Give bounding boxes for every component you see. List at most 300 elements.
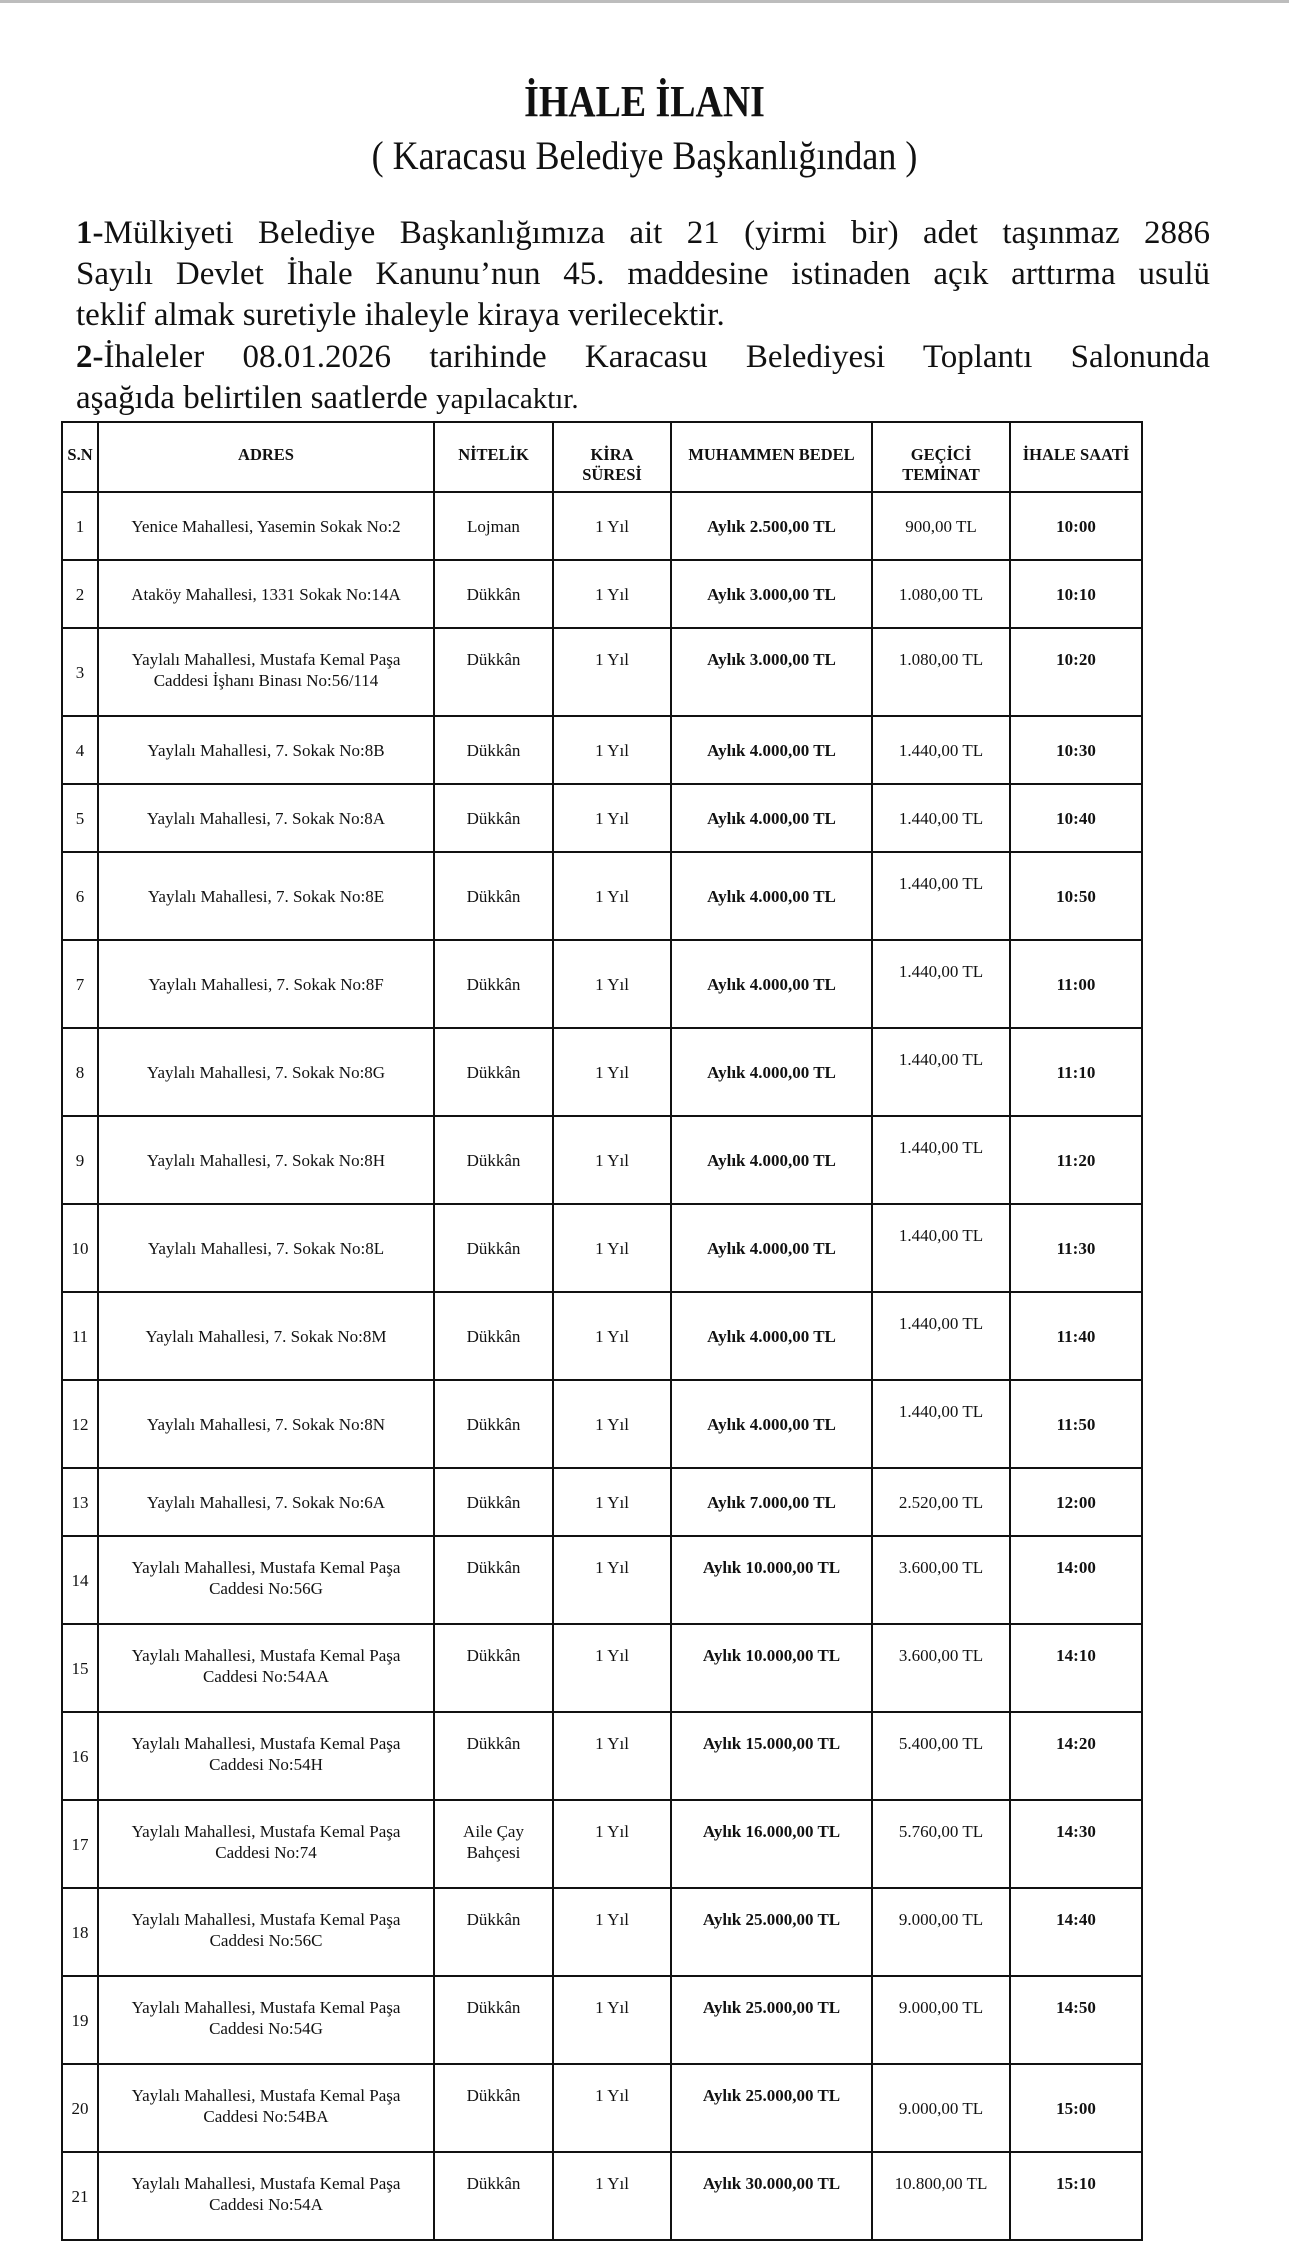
nitelik-value: Aile Çay Bahçesi [463,1822,524,1862]
paragraph-2-text-2b: yapılacaktır. [436,383,579,415]
nitelik-value: Dükkân [466,1492,521,1512]
kira-value: 1 Yıl [595,2174,629,2193]
cell-nitelik [434,784,553,852]
teminat-value: 3.600,00 TL [898,1646,984,1665]
nitelik-value: Dükkân [466,650,521,669]
cell-ihale-saati [1010,1468,1142,1536]
cell-muhammen-bedel [671,2064,872,2152]
cell-gecici-teminat [872,492,1010,560]
cell-gecici-teminat [872,1624,1010,1712]
cell-adres [98,784,434,852]
cell-nitelik [434,2064,553,2152]
address-line-1: Yaylalı Mahallesi, Mustafa Kemal Paşa [131,1822,401,1841]
address-line-1: Yaylalı Mahallesi, 7. Sokak No:8N [146,1414,386,1434]
nitelik-value: Dükkân [466,740,521,760]
cell-ihale-saati [1010,940,1142,1028]
table-row [62,1204,1142,1292]
cell-nitelik [434,492,553,560]
sn-value: 13 [71,1492,89,1512]
table-row [62,628,1142,716]
cell-nitelik [434,1976,553,2064]
sn-value: 10 [71,1238,89,1258]
cell-muhammen-bedel [671,1468,872,1536]
muhammen-value: Aylık 4.000,00 TL [707,886,836,906]
cell-ihale-saati [1010,1712,1142,1800]
teminat-value: 1.440,00 TL [898,1226,984,1245]
sn-value: 15 [71,1658,89,1678]
table-row [62,1800,1142,1888]
cell-ihale-saati [1010,716,1142,784]
cell-ihale-saati [1010,1624,1142,1712]
cell-nitelik [434,1800,553,1888]
cell-ihale-saati [1010,852,1142,940]
address-line-1: Yaylalı Mahallesi, 7. Sokak No:8F [148,974,384,994]
sn-value: 6 [75,886,85,906]
table-row [62,560,1142,628]
cell-muhammen-bedel [671,1028,872,1116]
cell-gecici-teminat [872,1712,1010,1800]
cell-kira-suresi [553,1624,671,1712]
table-row [62,1380,1142,1468]
cell-sn [62,1800,98,1888]
paragraph-1 [76,213,1210,336]
table-row [62,852,1142,940]
cell-muhammen-bedel [671,784,872,852]
muhammen-value: Aylık 4.000,00 TL [707,1326,836,1346]
cell-kira-suresi [553,852,671,940]
header-kira-line-1: KİRA [590,445,634,464]
header-ihale-saati: İHALE SAATİ [1010,422,1142,492]
header-adres: ADRES [98,422,434,492]
teminat-value: 5.400,00 TL [898,1734,984,1753]
muhammen-value: Aylık 10.000,00 TL [702,1558,841,1577]
table-row [62,1712,1142,1800]
paragraph-1-number: 1- [76,215,104,251]
muhammen-value: Aylık 2.500,00 TL [707,516,836,536]
header-kira-line-2: SÜRESİ [582,465,642,484]
saat-value: 14:20 [1056,1734,1096,1753]
cell-nitelik [434,1204,553,1292]
cell-kira-suresi [553,2064,671,2152]
cell-ihale-saati [1010,1204,1142,1292]
cell-sn [62,1204,98,1292]
muhammen-value: Aylık 25.000,00 TL [702,1998,841,2017]
cell-muhammen-bedel [671,1204,872,1292]
cell-kira-suresi [553,492,671,560]
table-row [62,1292,1142,1380]
address-line-1: Yaylalı Mahallesi, Mustafa Kemal Paşa [131,1734,401,1753]
muhammen-value: Aylık 25.000,00 TL [702,1910,841,1929]
teminat-value: 5.760,00 TL [898,1822,984,1841]
paragraph-2-line-1 [76,337,1210,378]
teminat-value: 1.440,00 TL [898,1402,984,1421]
address-line-1: Yaylalı Mahallesi, 7. Sokak No:8H [146,1150,386,1170]
kira-value: 1 Yıl [595,974,629,994]
cell-kira-suresi [553,1800,671,1888]
cell-gecici-teminat [872,1292,1010,1380]
nitelik-value: Dükkân [466,1238,521,1258]
nitelik-value: Dükkân [466,2174,521,2193]
cell-kira-suresi [553,1116,671,1204]
cell-muhammen-bedel [671,1624,872,1712]
table-row [62,2064,1142,2152]
cell-ihale-saati [1010,784,1142,852]
kira-value: 1 Yıl [595,584,629,604]
cell-sn [62,852,98,940]
sn-value: 3 [75,662,85,682]
cell-gecici-teminat [872,1204,1010,1292]
cell-sn [62,1468,98,1536]
address-line-1: Yaylalı Mahallesi, 7. Sokak No:8L [147,1238,385,1258]
teminat-value: 1.080,00 TL [898,584,984,604]
cell-kira-suresi [553,716,671,784]
address-line-1: Yaylalı Mahallesi, Mustafa Kemal Paşa [131,1910,401,1929]
address-line-2: Caddesi No:54A [209,2195,323,2214]
cell-muhammen-bedel [671,628,872,716]
sn-value: 20 [71,2098,89,2118]
kira-value: 1 Yıl [595,1492,629,1512]
kira-value: 1 Yıl [595,740,629,760]
teminat-value: 9.000,00 TL [898,1910,984,1929]
paragraph-1-line-1 [76,213,1210,254]
cell-kira-suresi [553,1536,671,1624]
sn-value: 4 [75,740,85,760]
teminat-value: 1.440,00 TL [898,1050,984,1069]
table-row [62,784,1142,852]
table-row [62,1536,1142,1624]
cell-kira-suresi [553,1976,671,2064]
cell-adres [98,1204,434,1292]
cell-sn [62,2152,98,2240]
address-line-1: Yaylalı Mahallesi, Mustafa Kemal Paşa [131,1558,401,1577]
teminat-value: 10.800,00 TL [894,2174,988,2193]
saat-value: 14:00 [1056,1558,1096,1577]
cell-muhammen-bedel [671,716,872,784]
cell-muhammen-bedel [671,1976,872,2064]
cell-adres [98,560,434,628]
cell-gecici-teminat [872,2152,1010,2240]
cell-gecici-teminat [872,1116,1010,1204]
address-line-1: Yenice Mahallesi, Yasemin Sokak No:2 [131,516,401,536]
kira-value: 1 Yıl [595,886,629,906]
cell-sn [62,716,98,784]
cell-gecici-teminat [872,852,1010,940]
cell-muhammen-bedel [671,1712,872,1800]
cell-gecici-teminat [872,1800,1010,1888]
cell-adres [98,1116,434,1204]
kira-value: 1 Yıl [595,808,629,828]
kira-value: 1 Yıl [595,1414,629,1434]
cell-ihale-saati [1010,2152,1142,2240]
cell-nitelik [434,560,553,628]
teminat-value: 1.440,00 TL [898,962,984,981]
cell-kira-suresi [553,560,671,628]
paragraph-1-line-3: teklif almak suretiyle ihaleyle kiraya verilecektir. [76,297,725,333]
cell-nitelik [434,2152,553,2240]
header-gecici-line-1: GEÇİCİ [910,445,972,464]
cell-adres [98,2152,434,2240]
kira-value: 1 Yıl [595,1238,629,1258]
nitelik-value: Dükkân [466,1326,521,1346]
teminat-value: 3.600,00 TL [898,1558,984,1577]
cell-adres [98,1468,434,1536]
teminat-value: 1.440,00 TL [898,1138,984,1157]
muhammen-value: Aylık 30.000,00 TL [702,2174,841,2193]
table-row [62,1468,1142,1536]
paragraph-1-line-2: Sayılı Devlet İhale Kanunu’nun 45. maddesine istinaden açık arttırma usulü [76,256,1210,292]
address-line-2: Caddesi No:54G [209,2019,323,2038]
muhammen-value: Aylık 16.000,00 TL [702,1822,841,1841]
nitelik-value: Dükkân [466,1998,521,2017]
cell-sn [62,1028,98,1116]
muhammen-value: Aylık 4.000,00 TL [707,740,836,760]
kira-value: 1 Yıl [595,1998,629,2017]
cell-adres [98,492,434,560]
cell-sn [62,1712,98,1800]
address-line-1: Ataköy Mahallesi, 1331 Sokak No:14A [131,584,401,604]
nitelik-value: Dükkân [466,1062,521,1082]
cell-kira-suresi [553,628,671,716]
cell-sn [62,1292,98,1380]
cell-ihale-saati [1010,2064,1142,2152]
cell-nitelik [434,1380,553,1468]
table-header-row [62,422,1142,492]
cell-kira-suresi [553,1204,671,1292]
muhammen-value: Aylık 4.000,00 TL [707,1414,836,1434]
kira-value: 1 Yıl [595,1326,629,1346]
cell-sn [62,1624,98,1712]
cell-muhammen-bedel [671,852,872,940]
sn-value: 19 [71,2010,89,2030]
cell-adres [98,1292,434,1380]
muhammen-value: Aylık 10.000,00 TL [702,1646,841,1665]
cell-gecici-teminat [872,1028,1010,1116]
cell-ihale-saati [1010,1800,1142,1888]
address-line-2: Caddesi İşhanı Binası No:56/114 [153,671,379,690]
kira-value: 1 Yıl [595,1910,629,1929]
cell-kira-suresi [553,1292,671,1380]
nitelik-value: Dükkân [466,1910,521,1929]
cell-nitelik [434,1536,553,1624]
cell-sn [62,492,98,560]
cell-kira-suresi [553,1380,671,1468]
cell-gecici-teminat [872,940,1010,1028]
saat-value: 11:40 [1056,1326,1096,1346]
header-sn: S.N [62,422,98,492]
cell-ihale-saati [1010,1380,1142,1468]
cell-muhammen-bedel [671,1536,872,1624]
sn-value: 7 [75,974,85,994]
address-line-2: Caddesi No:54BA [203,2107,329,2126]
paragraph-1-text-1: Mülkiyeti Belediye Başkanlığımıza ait 21 (yirmi bir) adet taşınmaz 2886 [103,215,1210,251]
cell-ihale-saati [1010,1292,1142,1380]
nitelik-value: Lojman [467,516,520,536]
saat-value: 11:10 [1056,1062,1096,1082]
saat-value: 14:30 [1056,1822,1096,1841]
table-row [62,1028,1142,1116]
cell-nitelik [434,1624,553,1712]
kira-value: 1 Yıl [595,1150,629,1170]
cell-gecici-teminat [872,1380,1010,1468]
saat-value: 15:00 [1056,2098,1096,2118]
cell-ihale-saati [1010,1028,1142,1116]
address-line-1: Yaylalı Mahallesi, Mustafa Kemal Paşa [131,2086,401,2105]
header-nitelik: NİTELİK [434,422,553,492]
saat-value: 10:50 [1056,886,1096,906]
muhammen-value: Aylık 7.000,00 TL [707,1492,836,1512]
kira-value: 1 Yıl [595,516,629,536]
paragraph-2-text-2a: aşağıda belirtilen saatlerde [76,380,437,416]
teminat-value: 1.440,00 TL [898,1314,984,1333]
sn-value: 5 [75,808,85,828]
teminat-value: 1.440,00 TL [898,740,984,760]
kira-value: 1 Yıl [595,650,629,669]
cell-kira-suresi [553,784,671,852]
nitelik-value: Dükkân [466,2086,521,2105]
saat-value: 14:10 [1056,1646,1096,1665]
cell-muhammen-bedel [671,1116,872,1204]
table-row [62,940,1142,1028]
cell-kira-suresi [553,1028,671,1116]
cell-adres [98,1536,434,1624]
cell-ihale-saati [1010,1536,1142,1624]
cell-gecici-teminat [872,628,1010,716]
cell-gecici-teminat [872,784,1010,852]
cell-nitelik [434,1292,553,1380]
paragraph-2-number: 2- [76,339,104,375]
header-gecici-teminat [872,422,1010,492]
saat-value: 10:30 [1056,740,1096,760]
table-row [62,716,1142,784]
table-row [62,1116,1142,1204]
nitelik-value: Dükkân [466,1150,521,1170]
cell-adres [98,628,434,716]
cell-kira-suresi [553,940,671,1028]
kira-value: 1 Yıl [595,1734,629,1753]
cell-sn [62,628,98,716]
sn-value: 11 [71,1326,89,1346]
cell-ihale-saati [1010,628,1142,716]
cell-sn [62,1116,98,1204]
muhammen-value: Aylık 4.000,00 TL [707,1238,836,1258]
nitelik-value: Dükkân [466,808,521,828]
cell-nitelik [434,1028,553,1116]
address-line-2: Caddesi No:54AA [202,1667,330,1686]
cell-muhammen-bedel [671,492,872,560]
cell-kira-suresi [553,1712,671,1800]
kira-value: 1 Yıl [595,1646,629,1665]
page-title: İHALE İLANI [524,77,765,126]
saat-value: 10:40 [1056,808,1096,828]
address-line-2: Caddesi No:54H [209,1755,323,1774]
tender-table [61,421,1143,2241]
sn-value: 17 [71,1834,89,1854]
teminat-value: 900,00 TL [905,516,977,536]
table-row [62,1624,1142,1712]
sn-value: 14 [71,1570,89,1590]
kira-value: 1 Yıl [595,1062,629,1082]
cell-gecici-teminat [872,2064,1010,2152]
cell-sn [62,940,98,1028]
cell-adres [98,1624,434,1712]
cell-adres [98,1028,434,1116]
cell-gecici-teminat [872,1536,1010,1624]
cell-sn [62,1380,98,1468]
nitelik-value: Dükkân [466,584,521,604]
cell-sn [62,1536,98,1624]
cell-nitelik [434,1116,553,1204]
saat-value: 10:20 [1056,650,1096,669]
cell-muhammen-bedel [671,1292,872,1380]
saat-value: 11:20 [1056,1150,1096,1170]
saat-value: 11:50 [1056,1414,1096,1434]
address-line-1: Yaylalı Mahallesi, Mustafa Kemal Paşa [131,1646,401,1665]
muhammen-value: Aylık 4.000,00 TL [707,974,836,994]
cell-gecici-teminat [872,1468,1010,1536]
sn-value: 12 [71,1414,89,1434]
nitelik-value: Dükkân [466,1558,521,1577]
teminat-value: 1.440,00 TL [898,874,984,893]
paragraph-2-line-2 [76,378,1210,420]
address-line-1: Yaylalı Mahallesi, 7. Sokak No:8M [145,1326,387,1346]
muhammen-value: Aylık 4.000,00 TL [707,1150,836,1170]
address-line-1: Yaylalı Mahallesi, Mustafa Kemal Paşa [131,1998,401,2017]
cell-muhammen-bedel [671,1800,872,1888]
address-line-1: Yaylalı Mahallesi, 7. Sokak No:6A [146,1492,386,1512]
teminat-value: 1.080,00 TL [898,650,984,669]
saat-value: 12:00 [1056,1492,1096,1512]
header-gecici-line-2: TEMİNAT [902,465,980,484]
cell-ihale-saati [1010,1116,1142,1204]
saat-value: 10:10 [1056,584,1096,604]
table-row [62,2152,1142,2240]
cell-adres [98,1976,434,2064]
cell-muhammen-bedel [671,560,872,628]
page-subtitle: ( Karacasu Belediye Başkanlığından ) [371,133,918,178]
cell-adres [98,1712,434,1800]
sn-value: 16 [71,1746,89,1766]
cell-muhammen-bedel [671,2152,872,2240]
cell-gecici-teminat [872,716,1010,784]
nitelik-value: Dükkân [466,1734,521,1753]
address-line-2: Caddesi No:56G [209,1579,323,1598]
sn-value: 1 [75,516,85,536]
teminat-value: 2.520,00 TL [898,1492,984,1512]
cell-ihale-saati [1010,560,1142,628]
kira-value: 1 Yıl [595,2086,629,2105]
sn-value: 2 [75,584,85,604]
header-muhammen-bedel: MUHAMMEN BEDEL [671,422,872,492]
saat-value: 15:10 [1056,2174,1096,2193]
cell-muhammen-bedel [671,1380,872,1468]
table-row [62,492,1142,560]
teminat-value: 1.440,00 TL [898,808,984,828]
cell-adres [98,716,434,784]
muhammen-value: Aylık 4.000,00 TL [707,1062,836,1082]
nitelik-value: Dükkân [466,1414,521,1434]
address-line-1: Yaylalı Mahallesi, 7. Sokak No:8B [147,740,385,760]
paragraph-2 [76,337,1210,420]
cell-adres [98,940,434,1028]
sn-value: 18 [71,1922,89,1942]
cell-nitelik [434,716,553,784]
saat-value: 11:30 [1056,1238,1096,1258]
cell-adres [98,1800,434,1888]
cell-adres [98,2064,434,2152]
cell-adres [98,1380,434,1468]
address-line-2: Caddesi No:74 [215,1843,317,1862]
sn-value: 9 [75,1150,85,1170]
